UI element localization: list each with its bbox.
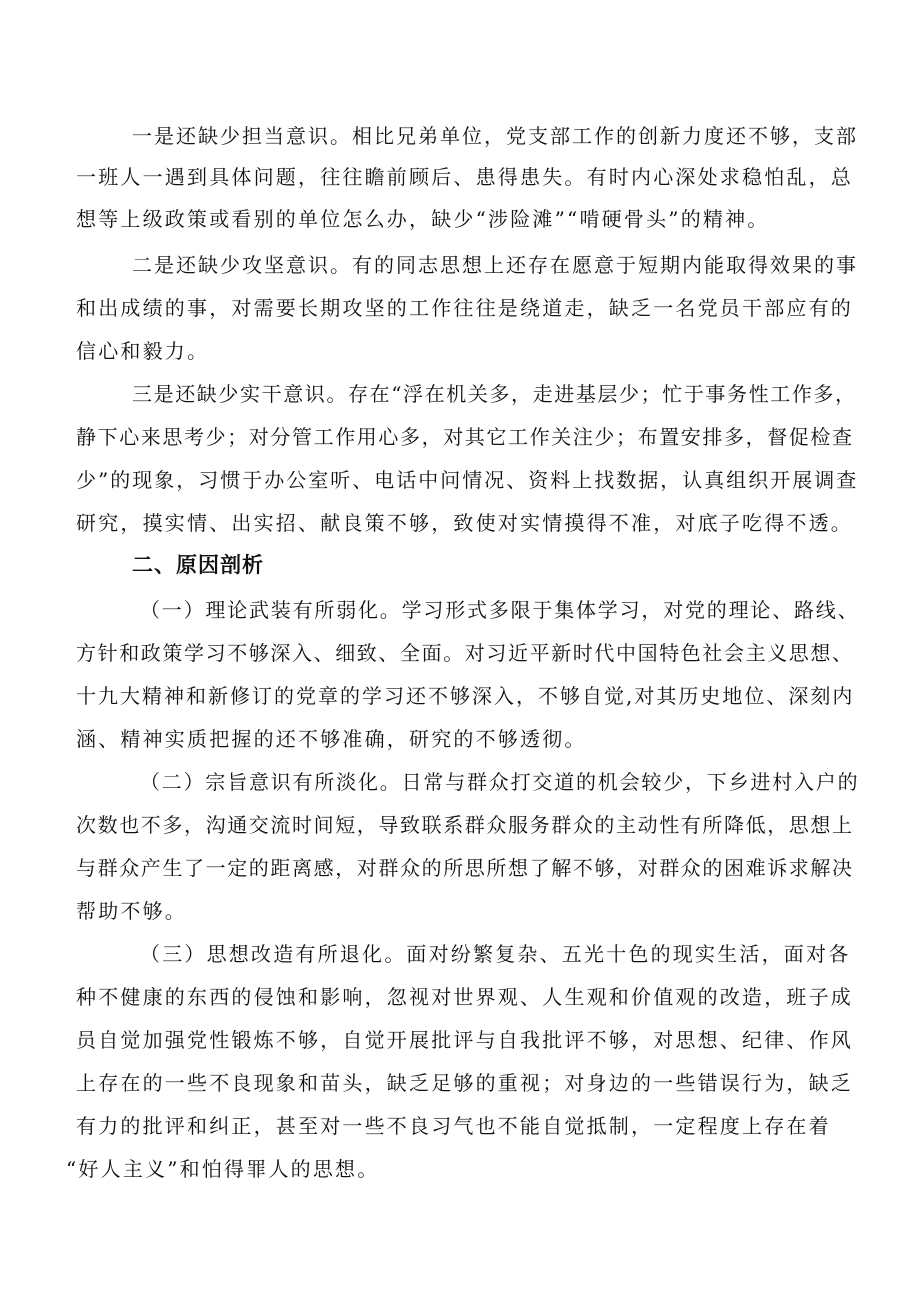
para-cause-purpose-line: 帮助不够。 xyxy=(76,899,187,923)
para-cause-theory-line: 方针和政策学习不够深入、细致、全面。对习近平新时代中国特色社会主义思想、 xyxy=(76,641,854,665)
para-cause-theory-line: （一）理论武装有所弱化。学习形式多限于集体学习，对党的理论、路线、 xyxy=(140,598,860,622)
para-cause-ideology-line: 员自觉加强党性锻炼不够，自觉开展批评与自我批评不够，对思想、纪律、作风 xyxy=(76,1028,853,1052)
para-shortfall-tackling-line: 和出成绩的事，对需要长期攻坚的工作往往是绕道走，缺乏一名党员干部应有的 xyxy=(76,296,853,320)
para-cause-ideology-line: 种不健康的东西的侵蚀和影响，忽视对世界观、人生观和价值观的改造，班子成 xyxy=(76,985,853,1009)
para-shortfall-responsibility-line: 一是还缺少担当意识。相比兄弟单位，党支部工作的创新力度还不够，支部 xyxy=(132,124,858,148)
para-shortfall-practical-line: 研究，摸实情、出实招、献良策不够，致使对实情摸得不准，对底子吃得不透。 xyxy=(76,511,853,535)
para-shortfall-practical-line: 少”的现象，习惯于办公室听、电话中问情况、资料上找数据，认真组织开展调查 xyxy=(76,468,859,492)
para-shortfall-tackling-line: 信心和毅力。 xyxy=(76,339,210,363)
para-cause-ideology-line: （三）思想改造有所退化。面对纷繁复杂、五光十色的现实生活，面对各 xyxy=(140,942,851,966)
para-cause-theory-line: 涵、精神实质把握的还不够准确，研究的不够透彻。 xyxy=(76,727,587,751)
para-cause-purpose-line: 次数也不多，沟通交流时间短，导致联系群众服务群众的主动性有所降低，思想上 xyxy=(76,813,854,837)
para-cause-theory-line: 十九大精神和新修订的党章的学习还不够深入，不够自觉,对其历史地位、深刻内 xyxy=(76,684,855,708)
para-shortfall-responsibility-line: 一班人一遇到具体问题，往往瞻前顾后、患得患失。有时内心深处求稳怕乱，总 xyxy=(76,165,853,189)
para-shortfall-tackling-line: 二是还缺少攻坚意识。有的同志思想上还存在愿意于短期内能取得效果的事 xyxy=(132,253,858,277)
para-cause-ideology-line: 有力的批评和纠正，甚至对一些不良习气也不能自觉抵制，一定程度上存在着 xyxy=(76,1114,831,1138)
section-heading: 二、原因剖析 xyxy=(132,553,264,577)
para-cause-ideology-line: 上存在的一些不良现象和苗头，缺乏足够的重视；对身边的一些错误行为，缺乏 xyxy=(76,1071,853,1095)
para-cause-purpose-line: 与群众产生了一定的距离感，对群众的所思所想了解不够，对群众的困难诉求解决 xyxy=(76,856,854,880)
para-shortfall-practical-line: 三是还缺少实干意识。存在“浮在机关多，走进基层少；忙于事务性工作多， xyxy=(132,382,857,406)
para-shortfall-responsibility-line: 想等上级政策或看别的单位怎么办，缺少“涉险滩”“啃硬骨头”的精神。 xyxy=(76,207,770,231)
para-cause-ideology-line: “好人主义”和怕得罪人的思想。 xyxy=(66,1157,380,1181)
para-cause-purpose-line: （二）宗旨意识有所淡化。日常与群众打交道的机会较少，下乡进村入户的 xyxy=(140,770,860,794)
para-shortfall-practical-line: 静下心来思考少；对分管工作用心多，对其它工作关注少；布置安排多，督促检查 xyxy=(76,425,854,449)
